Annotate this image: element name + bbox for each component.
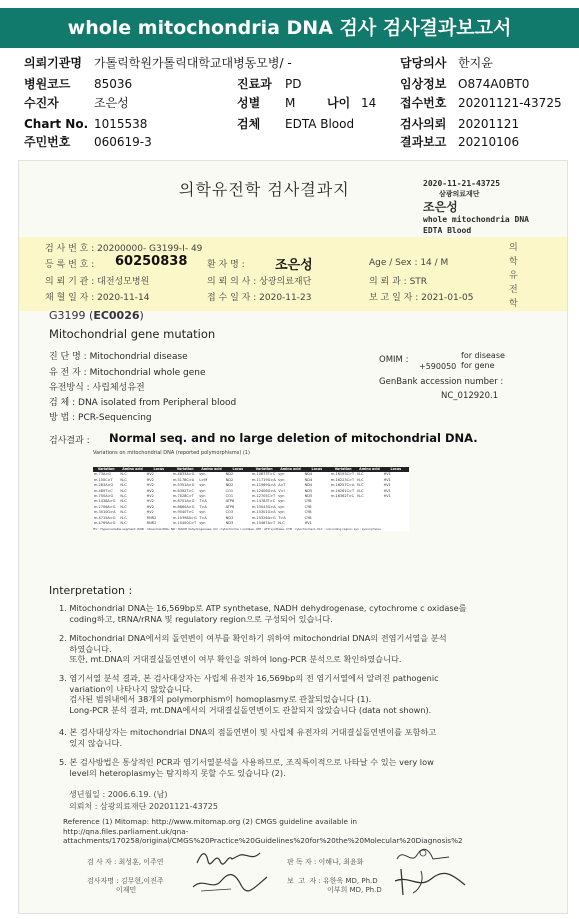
table-cell: ND3 bbox=[225, 521, 234, 526]
interpretation-5: 5. 본 검사방법은 통상적인 PCR과 염기서열분석을 사용하므로, 조직특이적으로 나타날 수 있는 very low level의 heteroplasmy는 탐지하지 못할 수도 있습니다 (2). bbox=[59, 757, 434, 778]
table-cell: m.8701A>G bbox=[172, 499, 195, 504]
table-cell: L>M bbox=[199, 477, 208, 482]
info-value: 85036 bbox=[94, 77, 133, 91]
table-cell: m.16261C>T bbox=[330, 488, 355, 493]
table-cell: T>A bbox=[278, 515, 286, 520]
table-cell: CYB bbox=[304, 515, 312, 520]
interpretation-3: 3. 염기서열 분석 결과, 본 검사대상자는 사립체 유전자 16,569bp의 전 염기서열에서 알려진 pathogenic variation이 나타나지 않았습니다. 검사된 범위내에서 38개의 polymorphism이 homoplasmy로 관찰되었습니다 (1). Long-PCR 분석 결과, mt.DNA에서의 거대결실돌연변이도 관찰되지 않았습니다 (data not shown). bbox=[59, 673, 439, 715]
info-value: PD bbox=[285, 77, 302, 91]
info-label: 의뢰기관명 bbox=[24, 56, 82, 70]
table-cell: N-C bbox=[120, 483, 127, 488]
info-label: 진료과 bbox=[237, 77, 272, 91]
result-label: 검사결과 : bbox=[49, 436, 90, 446]
table-cell: m.15326A>G bbox=[251, 515, 276, 520]
table-cell: N-C bbox=[357, 488, 364, 493]
table-cell: syn bbox=[278, 499, 285, 504]
table-header-cell: Amino acid bbox=[119, 467, 145, 472]
sheet-title: 의학유전학 검사결과지 bbox=[179, 180, 350, 199]
info-label: 결과보고 bbox=[400, 135, 447, 149]
table-cell: HV1 bbox=[383, 472, 391, 477]
table-cell: m.5178C>A bbox=[172, 477, 195, 482]
table-cell: HV2 bbox=[146, 504, 154, 509]
table-header-cell: Locus bbox=[304, 467, 330, 472]
table-cell: HV2 bbox=[146, 510, 154, 515]
table-cell: CYB bbox=[304, 499, 312, 504]
info-label: Chart No. bbox=[24, 117, 89, 131]
table-cell: N-C bbox=[120, 515, 127, 520]
table-cell: CO1 bbox=[225, 488, 234, 493]
table-cell bbox=[330, 521, 356, 526]
table-cell: ND2 bbox=[225, 472, 234, 477]
table-cell: m.10873T>C bbox=[251, 472, 276, 477]
birth-date: 생년월일 : 2006.6.19. (남) bbox=[69, 790, 168, 799]
info-value: 한지윤 bbox=[458, 56, 493, 70]
table-cell: N-C bbox=[357, 483, 364, 488]
table-cell: ND5 bbox=[304, 494, 313, 499]
table-cell: m.4769A>G bbox=[94, 521, 116, 526]
table-cell: ND4 bbox=[304, 483, 313, 488]
table-cell: m.9540T>C bbox=[172, 510, 194, 515]
table-cell: ND2 bbox=[225, 477, 234, 482]
table-cell: m.750A>G bbox=[94, 494, 114, 499]
table-cell: syn bbox=[199, 488, 206, 493]
table-cell: ND4 bbox=[304, 472, 313, 477]
info-label: 수진자 bbox=[24, 96, 59, 110]
table-cell: m.7028C>T bbox=[172, 494, 194, 499]
table-cell: syn bbox=[199, 472, 206, 477]
table-cell: m.5351A>G bbox=[172, 483, 195, 488]
table-cell: N-C bbox=[120, 472, 127, 477]
table-cell: m.489T>C bbox=[94, 488, 113, 493]
table-cell: CO1 bbox=[225, 494, 234, 499]
table-cell: HV1 bbox=[383, 488, 391, 493]
table-cell: V>I bbox=[278, 488, 285, 493]
table-header-cell: Locus bbox=[383, 467, 409, 472]
table-cell: syn bbox=[199, 494, 206, 499]
table-cell: m.12406G>A bbox=[251, 488, 276, 493]
table-header-cell: Locus bbox=[225, 467, 251, 472]
table-row bbox=[93, 521, 409, 526]
table-cell: N-C bbox=[357, 472, 364, 477]
table-cell: HV1 bbox=[304, 521, 312, 526]
info-label: 담당의사 bbox=[400, 56, 447, 70]
table-cell: m.15487A>T bbox=[251, 521, 276, 526]
table-cell: HV2 bbox=[146, 472, 154, 477]
info-value: 20201121-43725 bbox=[458, 96, 562, 110]
info-label: 병원코드 bbox=[24, 77, 71, 91]
info-value: 20201121 bbox=[458, 117, 520, 131]
table-cell: ND4 bbox=[304, 477, 313, 482]
test-code: G3199 (EC0026) bbox=[49, 309, 144, 322]
table-cell: HV2 bbox=[146, 494, 154, 499]
table-cell: m.16193C>T bbox=[330, 472, 355, 477]
table-cell: m.15301G>A bbox=[251, 510, 276, 515]
variation-table-caption: Variations on mitochondrial DNA (reported polymorphisms) (1) bbox=[93, 450, 250, 456]
table-header-cell: Amino acid bbox=[356, 467, 382, 472]
info-value: 조은성 bbox=[94, 96, 129, 110]
table-cell: N-C bbox=[120, 477, 127, 482]
result-text: Normal seq. and no large deletion of mitochondrial DNA. bbox=[109, 431, 478, 445]
table-cell: T>A bbox=[199, 515, 207, 520]
info-label: 검사의뢰 bbox=[400, 117, 447, 131]
table-header-cell: Locus bbox=[146, 467, 172, 472]
info-label: 임상정보 bbox=[400, 77, 447, 91]
table-cell: HV2 bbox=[146, 499, 154, 504]
table-cell: N-C bbox=[120, 510, 127, 515]
info-label: 성별 bbox=[237, 96, 261, 110]
info-label: 검체 bbox=[237, 117, 261, 131]
table-cell: m.4715A>G bbox=[94, 515, 116, 520]
info-value: 14 bbox=[361, 96, 377, 110]
interpretation-title: Interpretation : bbox=[49, 584, 133, 597]
table-header-cell: Variation bbox=[251, 467, 277, 472]
table-cell: T>A bbox=[199, 499, 207, 504]
info-value: 20210106 bbox=[458, 135, 520, 149]
table-cell: syn bbox=[278, 510, 285, 515]
scanned-result-sheet: 의학유전학 검사결과지 2020-11-21-43725 삼광의료재단 조은성 whole mitochondria DNA EDTA Blood 의학유전학 검 사 번 호 : 20200000- G3199-I- 49 등 록 번 호 : 60250838 환 자 명 : 조은성 Age / Sex : 14 / M 의 뢰 기 관 : 대전성모병원 의 뢰 의 사 : 상광의료재단 의 뢰 과 : STR 채 혈 일 자 : 2020-11-14 접 수 일 자 : 2020-11-23 보 고 일 자 : 2021-01-05 G3199 (EC0026) Mitochondrial gene mutation 진 단 명 : Mitochondrial disease 유 전 자 : Mitochondrial whole gene 유전방식 : 사립체성유전 검 체 : DNA isolated from Peripheral blood 방 법 : PCR-Sequencing OMIM : for disease +590050 for gene GenBank accession number : NC_012920.1 검사결과 : Normal seq. and no large deletion of mitochondrial DNA. Variations on mitochondrial DNA (reported polymorphisms) (1) Variation Amino acid Locus Variation Amino acid Locus Variation Amino acid Locus Variation Amino acid Locus m.73A>G N-C HV2 m.4833A>G syn ND2 m.10873T>C syn ND4 m.16193C>T N-C HV1 m.150C>T N-C HV2 m.5178C>A L>M ND2 m.11719G>A syn ND4 m.16223C>T N-C HV1 m.263A>G N-C HV2 m.5351A>G syn ND2 m.11969G>A A>T ND4 m.16257C>A N-C HV1 m.489T>C N-C HV2 m.6392T>C syn CO1 m.12406G>A V>I ND5 m.16261C>T N-C HV1 m.750A>G N-C HV2 m.7028C>T syn CO1 m.12705C>T syn ND5 m.16362T>C N-C HV1 m.1438A>G N-C HV2 m.8701A>G T>A ATP6 m.14783T>C syn CYB m.2706A>G N-C HV2 m.8860A>G T>A ATP6 m.15043G>A syn CYB m.3010G>A N-C HV2 m.9540T>C syn CO3 m.15301G>A syn CYB m.4715A>G N-C RNR2 m.10398A>G T>A ND3 m.15326A>G T>A CYB m.4769A>G N-C RNR2 m.10400C>T syn ND3 m.15487A>T N-C HV1 HV : Hypervariable segment, RNR : ribosomal RNA, ND : NADH dehydrogenase, CO : Cytochrome c oxidase, ATP : ATP synthase, CYB : cytochrome b, N-C : noncoding region, syn : synonymous Interpretation : 1. Mitochondrial DNA는 16,569bp로 ATP synthetase, NADH dehydrogenase, cytochrome c oxidase를 coding하고, tRNA/rRNA 및 regulatory region으로 구성되어 있습니다. 2. Mitochondrial DNA에서의 돌연변이 여부를 확인하기 위하여 mitochondrial DNA의 전염기서열을 분석 하였습니다. 또한, mt.DNA의 거대결실돌연변이 여부 확인을 위하여 long-PCR 분석으로 확인하였습니다. 3. 염기서열 분석 결과, 본 검사대상자는 사립체 유전자 16,569bp의 전 염기서열에서 알려진 pathogenic variation이 나타나지 않았습니다. 검사된 범위내에서 38개의 polymorphism이 homoplasmy로 관찰되었습니다 (1). Long-PCR 분석 결과, mt.DNA에서의 거대결실돌연변이도 관찰되지 않았습니다 (data not shown). 4. 본 검사대상자는 mitochondrial DNA의 점돌연변이 및 사립체 유전자의 거대결실돌연변이를 포함하고 있지 않습니다. 5. 본 검사방법은 통상적인 PCR과 염기서열분석을 사용하므로, 조직특이적으로 나타날 수 있는 very low level의 heteroplasmy는 탐지하지 못할 수도 있습니다 (2). 생년월일 : 2006.6.19. (남) 의뢰처 : 삼광의료재단 20201121-43725 Reference (1) Mitomap: http://www.mitomap.org (2) CMGS guideline available in http://qna.files.parliament.uk/qna- attachments/170258/original/CMGS%20Practice%20Guidelines%20for%20the%20Molecular%20Diagnosis%2 검 사 자 : 최성훈, 이주연 판 독 자 : 이해나, 최윤화 검사자명 : 김무현,이진주 이재민 보 고 자 : 유한욱 MD, Ph.D 이부희 MD, Ph.D bbox=[18, 160, 568, 914]
table-cell: m.11719G>A bbox=[251, 477, 276, 482]
table-cell: RNR2 bbox=[146, 515, 157, 520]
table-cell: HV2 bbox=[146, 477, 154, 482]
table-cell: m.150C>T bbox=[94, 477, 113, 482]
interpretation-2: 2. Mitochondrial DNA에서의 돌연변이 여부를 확인하기 위하여 mitochondrial DNA의 전염기서열을 분석 하였습니다. 또한, mt.DNA의 거대결실돌연변이 여부 확인을 위하여 long-PCR 분석으로 확인하였습니다. bbox=[59, 633, 447, 664]
table-cell: m.8860A>G bbox=[172, 504, 195, 509]
table-cell: m.16223C>T bbox=[330, 477, 355, 482]
table-cell: m.1438A>G bbox=[94, 499, 116, 504]
table-header-cell: Amino acid bbox=[277, 467, 303, 472]
table-cell: CYB bbox=[304, 504, 312, 509]
table-cell: RNR2 bbox=[146, 521, 157, 526]
info-label: 접수번호 bbox=[400, 96, 447, 110]
table-cell: m.4833A>G bbox=[172, 472, 195, 477]
table-cell bbox=[383, 521, 409, 526]
table-cell: syn bbox=[278, 472, 285, 477]
side-text: 의학유전학 bbox=[509, 243, 518, 309]
table-cell: HV2 bbox=[146, 488, 154, 493]
table-cell: HV1 bbox=[383, 477, 391, 482]
table-cell: m.16257C>A bbox=[330, 483, 355, 488]
referring-org: 의뢰처 : 삼광의료재단 20201121-43725 bbox=[69, 802, 218, 811]
table-cell: m.10400C>T bbox=[172, 521, 197, 526]
table-cell: N-C bbox=[120, 521, 127, 526]
table-cell: m.11969G>A bbox=[251, 483, 276, 488]
table-cell: m.15043G>A bbox=[251, 504, 276, 509]
table-cell: syn bbox=[278, 494, 285, 499]
table-cell: m.14783T>C bbox=[251, 499, 276, 504]
table-cell: m.16362T>C bbox=[330, 494, 355, 499]
info-value: O874A0BT0 bbox=[458, 77, 530, 91]
variation-table bbox=[93, 467, 409, 531]
table-cell: HV2 bbox=[146, 483, 154, 488]
interpretation-1: 1. Mitochondrial DNA는 16,569bp로 ATP synthetase, NADH dehydrogenase, cytochrome c oxidase를 coding하고, tRNA/rRNA 및 regulatory region으로 구성되어 있습니다. bbox=[59, 603, 467, 624]
interpretation-4: 4. 본 검사대상자는 mitochondrial DNA의 점돌연변이 및 사립체 유전자의 거대결실돌연변이를 포함하고 있지 않습니다. bbox=[59, 727, 437, 748]
info-value: EDTA Blood bbox=[285, 117, 355, 131]
table-cell: CO3 bbox=[225, 510, 234, 515]
table-cell: A>T bbox=[278, 483, 286, 488]
table-cell: HV1 bbox=[383, 483, 391, 488]
table-header-cell: Amino acid bbox=[198, 467, 224, 472]
table-cell: N-C bbox=[357, 494, 364, 499]
table-cell bbox=[356, 521, 382, 526]
officer-signature bbox=[191, 869, 271, 895]
table-cell: m.12705C>T bbox=[251, 494, 276, 499]
section-title: Mitochondrial gene mutation bbox=[49, 327, 216, 341]
table-cell: syn bbox=[199, 510, 206, 515]
table-header-cell: Variation bbox=[93, 467, 119, 472]
table-footnote: HV : Hypervariable segment, RNR : ribosomal RNA, ND : NADH dehydrogenase, CO : Cytochrome c oxidase, ATP : ATP synthase, CYB : cytochrome b, N-C : noncoding region, syn : synonymous bbox=[93, 527, 381, 532]
table-cell: syn bbox=[278, 477, 285, 482]
table-cell: syn bbox=[278, 504, 285, 509]
table-cell: ND5 bbox=[304, 488, 313, 493]
table-cell: N-C bbox=[120, 499, 127, 504]
table-cell: m.2706A>G bbox=[94, 504, 116, 509]
table-cell: m.3010G>A bbox=[94, 510, 116, 515]
table-cell: syn bbox=[199, 483, 206, 488]
table-cell: m.263A>G bbox=[94, 483, 114, 488]
info-value: 060619-3 bbox=[94, 135, 152, 149]
table-cell: m.73A>G bbox=[94, 472, 112, 477]
info-label: 주민번호 bbox=[24, 135, 71, 149]
table-cell: T>A bbox=[199, 504, 207, 509]
table-cell: m.10398A>G bbox=[172, 515, 197, 520]
table-cell: N-C bbox=[357, 477, 364, 482]
table-header-cell: Variation bbox=[172, 467, 198, 472]
reference-text: Reference (1) Mitomap: http://www.mitomap.org (2) CMGS guideline available in http://qna.files.parliament.uk/qna- attachments/170258/original/CMGS%20Practice%20Guidelines%20for%20the%20Molecular%20Diagnosis%2 bbox=[63, 817, 463, 846]
table-cell: N-C bbox=[120, 504, 127, 509]
table-cell: ATP6 bbox=[225, 504, 235, 509]
table-cell: ND2 bbox=[225, 483, 234, 488]
table-cell: ATP6 bbox=[225, 499, 235, 504]
info-value: 가톨릭학원가톨릭대학교대병동모병/ - bbox=[94, 56, 292, 70]
examiner-signature bbox=[194, 847, 264, 869]
table-cell: N-C bbox=[120, 494, 127, 499]
table-cell: m.6392T>C bbox=[172, 488, 194, 493]
table-cell: syn bbox=[199, 521, 206, 526]
table-cell: CYB bbox=[304, 510, 312, 515]
table-cell: HV1 bbox=[383, 494, 391, 499]
report-title: whole mitochondria DNA 검사 검사결과보고서 bbox=[0, 8, 579, 48]
info-label: 나이 bbox=[327, 96, 351, 110]
table-cell: N-C bbox=[278, 521, 285, 526]
table-header-cell: Variation bbox=[330, 467, 356, 472]
info-value: 1015538 bbox=[94, 117, 148, 131]
reporter-signature bbox=[391, 865, 471, 899]
info-value: M bbox=[285, 96, 296, 110]
table-cell: ND3 bbox=[225, 515, 234, 520]
table-cell: N-C bbox=[120, 488, 127, 493]
